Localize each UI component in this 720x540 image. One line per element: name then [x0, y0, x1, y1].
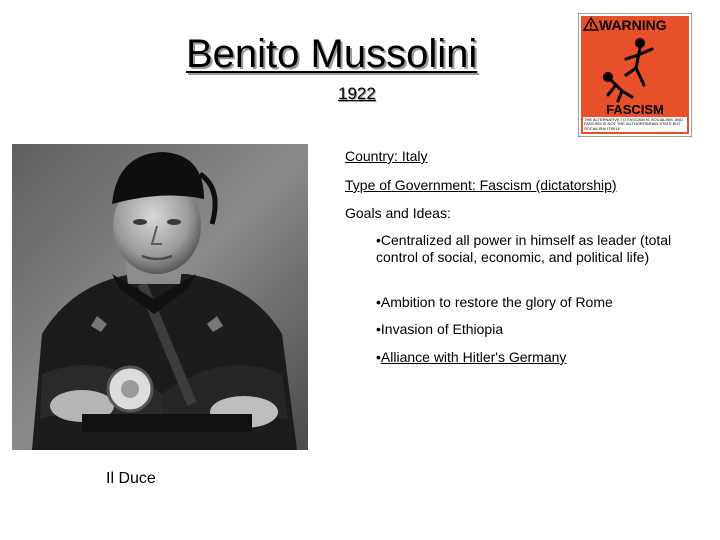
goal-item: •Invasion of Ethiopia	[376, 321, 504, 337]
goal-item: •Alliance with Hitler's Germany	[376, 349, 567, 365]
government-label: Type of Government:	[345, 177, 476, 193]
svg-text:FASCISM: FASCISM	[606, 102, 664, 117]
government-value: Fascism (dictatorship)	[479, 177, 617, 193]
mussolini-portrait-photo	[12, 144, 308, 450]
government-line	[345, 177, 617, 193]
goal-text: Centralized all power in himself as leader (total control of social, economic, and political life)	[376, 232, 672, 265]
year-label: 1922	[338, 84, 376, 103]
goal-item: •Centralized all power in himself as leader (total control of social, economic, and political life)	[376, 232, 672, 265]
goal-text: Alliance with Hitler's Germany	[380, 349, 567, 365]
photo-caption: Il Duce	[106, 470, 156, 487]
svg-text:WARNING: WARNING	[599, 17, 667, 33]
warning-fascism-sign: WARNING FASCISM THE ALTERNATIVE TO FASCISM IS SOCIALISM, AND FASCISM IS NOT THE AUTHORITARIAN STATE BUT SOCIALISM ITSELF	[578, 13, 692, 137]
page-title: Benito Mussolini	[186, 32, 478, 76]
goals-heading: Goals and Ideas:	[345, 205, 451, 221]
country-line	[345, 148, 428, 164]
goal-text: Ambition to restore the glory of Rome	[380, 294, 613, 310]
country-value: Italy	[401, 148, 428, 164]
goal-item: •Ambition to restore the glory of Rome	[376, 294, 613, 310]
goal-text: Invasion of Ethiopia	[380, 321, 504, 337]
country-label: Country:	[345, 148, 398, 164]
